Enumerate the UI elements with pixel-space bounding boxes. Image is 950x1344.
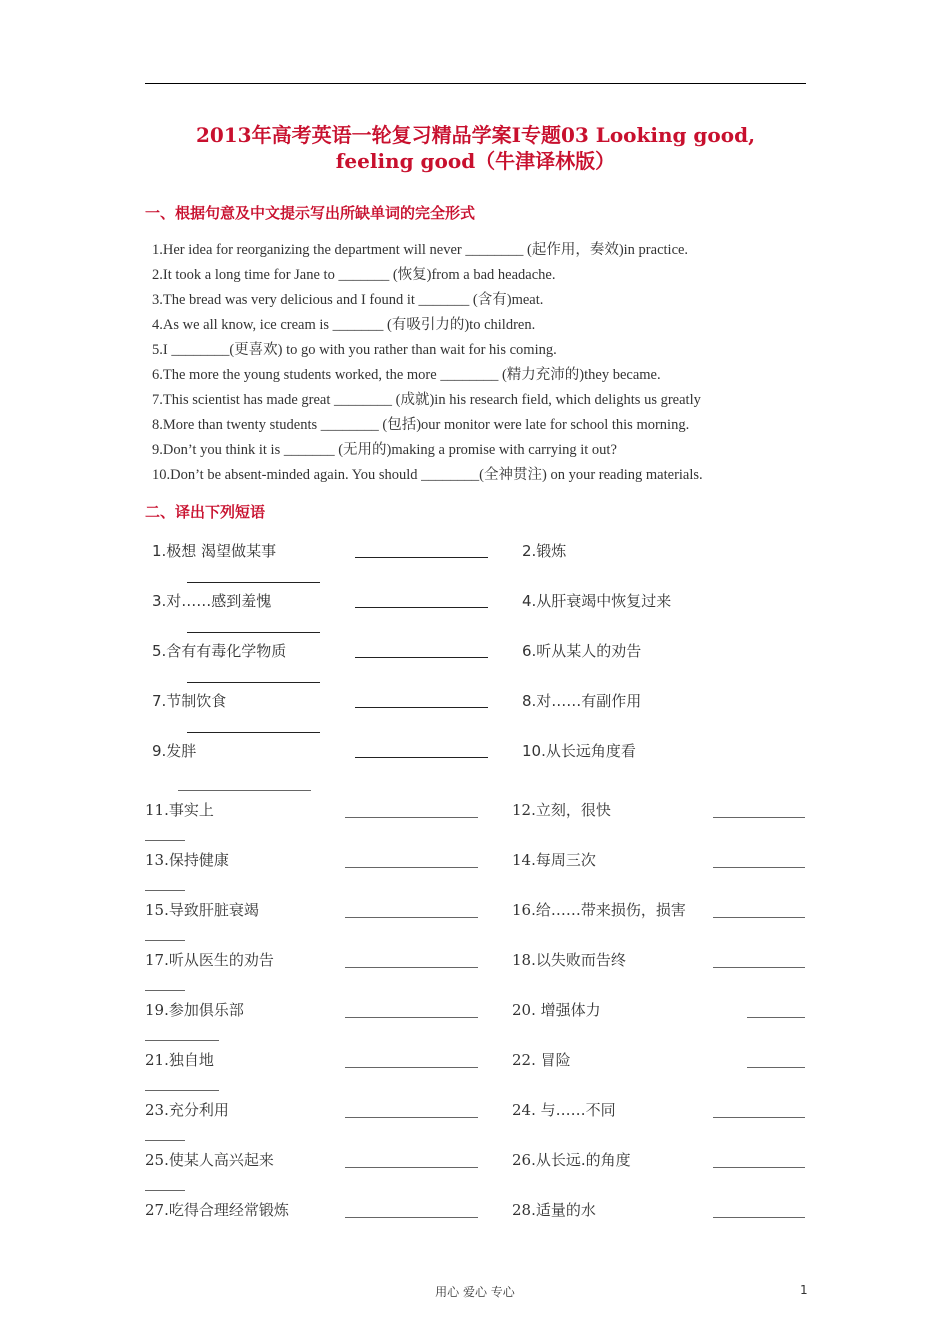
phrase-10: 10.从长远角度看: [522, 742, 636, 760]
answer-line-17: [345, 967, 478, 968]
fill-blank-item-1: 1.Her idea for reorganizing the department will never ________ (起作用，奏效)in practice.: [152, 242, 689, 258]
title-line-2: feeling good（牛津译林版）: [335, 149, 616, 173]
answer-line-21: [345, 1067, 478, 1068]
phrase-12: 12.立刻，很快: [512, 801, 611, 819]
answer-line-24b: [145, 1140, 185, 1141]
answer-line-15: [345, 917, 478, 918]
answer-line-3: [355, 607, 488, 608]
answer-line-27: [345, 1217, 478, 1218]
answer-line-14a: [713, 867, 805, 868]
fill-blank-item-3: 3.The bread was very delicious and I found it _______ (含有)meat.: [152, 292, 544, 308]
fill-blank-item-10: 10.Don’t be absent-minded again. You should ________(全神贯注) on your reading materials.: [152, 467, 703, 483]
fill-blank-item-8: 8.More than twenty students ________ (包括)our monitor were late for school this morning.: [152, 417, 690, 433]
answer-line-26b: [145, 1190, 185, 1191]
answer-line-10: [178, 790, 311, 791]
fill-blank-item-5: 5.I ________(更喜欢) to go with you rather than wait for his coming.: [152, 342, 557, 358]
title-line-1: 2013年高考英语一轮复习精品学案Ⅰ专题03 Looking good,: [195, 123, 756, 147]
answer-line-7: [355, 707, 488, 708]
answer-line-26a: [713, 1167, 805, 1168]
answer-line-9: [355, 757, 488, 758]
phrase-27: 27.吃得合理经常锻炼: [145, 1201, 289, 1219]
answer-line-14b: [145, 890, 185, 891]
fill-blank-item-4: 4.As we all know, ice cream is _______ (有吸引力的)to children.: [152, 317, 536, 333]
phrase-28: 28.适量的水: [512, 1201, 596, 1219]
phrase-23: 23.充分利用: [145, 1101, 229, 1119]
phrase-20: 20. 增强体力: [512, 1001, 601, 1019]
answer-line-18a: [713, 967, 805, 968]
document-title: [145, 122, 806, 174]
answer-line-22b: [145, 1090, 219, 1091]
phrase-22: 22. 冒险: [512, 1051, 571, 1069]
phrase-7: 7.节制饮食: [152, 692, 227, 710]
answer-line-13: [345, 867, 478, 868]
phrase-25: 25.使某人高兴起来: [145, 1151, 274, 1169]
footer-text: 用心 爱心 专心: [435, 1285, 515, 1299]
page-number: 1: [800, 1283, 808, 1297]
phrase-17: 17.听从医生的劝告: [145, 951, 274, 969]
phrase-19: 19.参加俱乐部: [145, 1001, 244, 1019]
answer-line-20a: [747, 1017, 805, 1018]
phrase-14: 14.每周三次: [512, 851, 596, 869]
answer-line-5: [355, 657, 488, 658]
phrase-6: 6.听从某人的劝告: [522, 642, 642, 660]
fill-blank-item-2: 2.It took a long time for Jane to _______ (恢复)from a bad headache.: [152, 267, 556, 283]
answer-line-18b: [145, 990, 185, 991]
phrase-26: 26.从长远.的角度: [512, 1151, 631, 1169]
answer-line-12b: [145, 840, 185, 841]
answer-line-23: [345, 1117, 478, 1118]
fill-blank-item-6: 6.The more the young students worked, the more ________ (精力充沛的)they became.: [152, 367, 661, 383]
answer-line-28: [713, 1217, 805, 1218]
answer-line-24a: [713, 1117, 805, 1118]
fill-blank-item-9: 9.Don’t you think it is _______ (无用的)making a promise with carrying it out?: [152, 442, 617, 458]
phrase-2: 2.锻炼: [522, 542, 567, 560]
phrase-3: 3.对……感到羞愧: [152, 592, 272, 610]
answer-line-6: [187, 682, 320, 683]
answer-line-16a: [713, 917, 805, 918]
phrase-9: 9.发胖: [152, 742, 197, 760]
answer-line-1: [355, 557, 488, 558]
answer-line-22a: [747, 1067, 805, 1068]
answer-line-25: [345, 1167, 478, 1168]
phrase-1: 1.极想 渴望做某事: [152, 542, 277, 560]
phrase-21: 21.独自地: [145, 1051, 214, 1069]
phrase-11: 11.事实上: [145, 801, 214, 819]
phrase-8: 8.对……有副作用: [522, 692, 642, 710]
answer-line-2: [187, 582, 320, 583]
phrase-13: 13.保持健康: [145, 851, 229, 869]
answer-line-19: [345, 1017, 478, 1018]
phrase-16: 16.给……带来损伤，损害: [512, 901, 686, 919]
phrase-15: 15.导致肝脏衰竭: [145, 901, 259, 919]
phrase-4: 4.从肝衰竭中恢复过来: [522, 592, 672, 610]
answer-line-8: [187, 732, 320, 733]
header-rule: [145, 83, 806, 84]
section-1-heading: 一、根据句意及中文提示写出所缺单词的完全形式: [145, 204, 476, 222]
answer-line-20b: [145, 1040, 219, 1041]
answer-line-11: [345, 817, 478, 818]
phrase-18: 18.以失败而告终: [512, 951, 626, 969]
answer-line-4: [187, 632, 320, 633]
answer-line-12a: [713, 817, 805, 818]
fill-blank-item-7: 7.This scientist has made great ________ (成就)in his research field, which delights us greatly: [152, 392, 701, 408]
section-2-heading: 二、译出下列短语: [145, 503, 266, 521]
phrase-24: 24. 与……不同: [512, 1101, 616, 1119]
phrase-5: 5.含有有毒化学物质: [152, 642, 287, 660]
answer-line-16b: [145, 940, 185, 941]
